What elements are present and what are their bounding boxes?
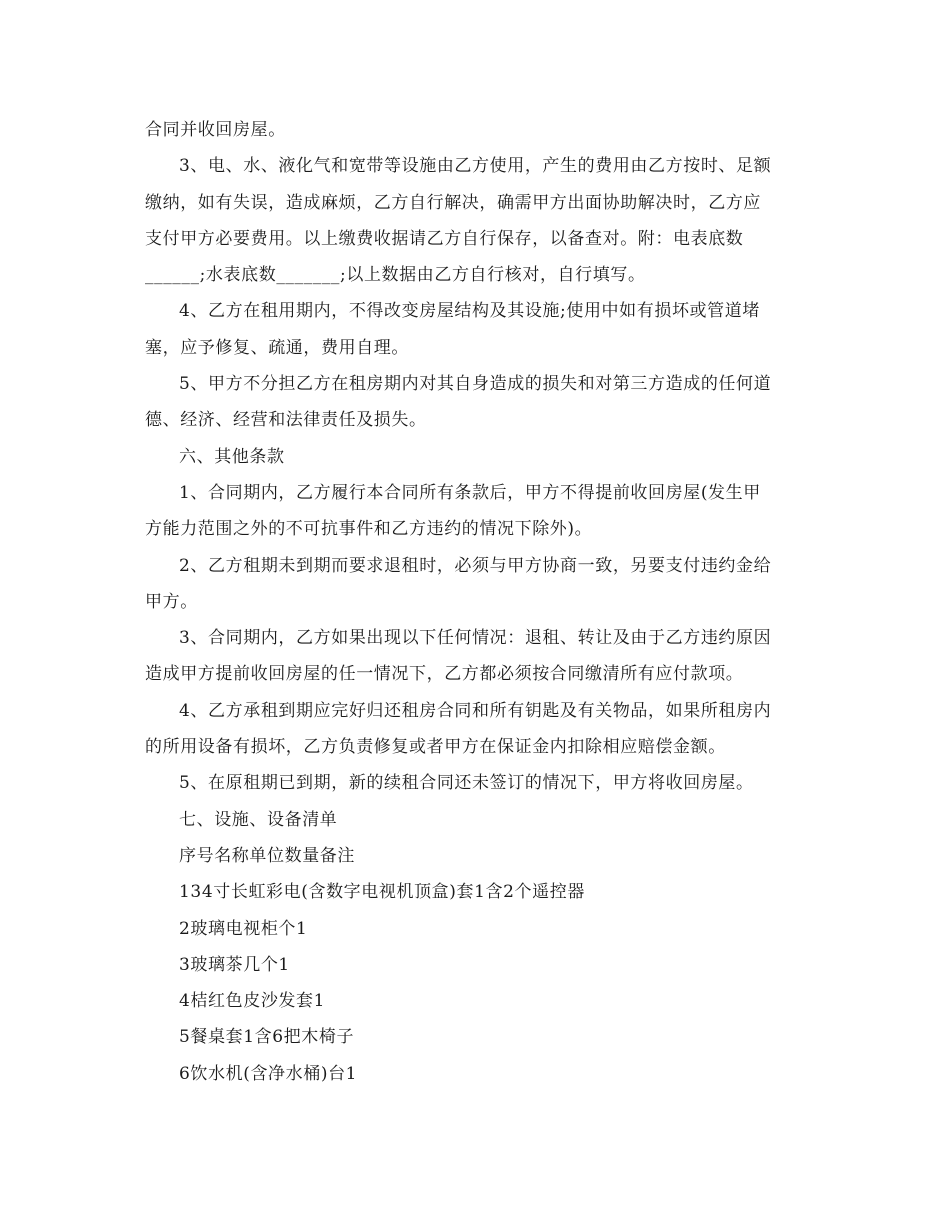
text-line: 支付甲方必要费用。以上缴费收据请乙方自行保存，以备查对。附：电表底数 — [145, 228, 744, 249]
text-line: 塞，应予修复、疏通，费用自理。 — [145, 337, 409, 358]
text-line: ______;水表底数_______;以上数据由乙方自行核对，自行填写。 — [145, 265, 646, 286]
text-line: 方能力范围之外的不可抗事件和乙方违约的情况下除外)。 — [145, 519, 593, 540]
text-line: 造成甲方提前收回房屋的任一情况下，乙方都必须按合同缴清所有应付款项。 — [145, 664, 744, 685]
text-line: 3玻璃茶几个1 — [179, 954, 290, 975]
document-body — [145, 112, 805, 1092]
text-line: 4桔红色皮沙发套1 — [179, 991, 326, 1012]
text-line: 3、合同期内，乙方如果出现以下任何情况：退租、转让及由于乙方违约原因 — [179, 628, 772, 649]
text-line: 德、经济、经营和法律责任及损失。 — [145, 410, 427, 431]
text-line: 的所用设备有损坏，乙方负责修复或者甲方在保证金内扣除相应赔偿金额。 — [145, 737, 726, 758]
text-line: 2、乙方租期未到期而要求退租时，必须与甲方协商一致，另要支付违约金给 — [179, 555, 772, 576]
text-line: 4、乙方在租用期内，不得改变房屋结构及其设施;使用中如有损坏或管道堵 — [179, 301, 760, 322]
text-line: 甲方。 — [145, 591, 198, 612]
text-line: 4、乙方承租到期应完好归还租房合同和所有钥匙及有关物品，如果所租房内 — [179, 700, 772, 721]
text-line: 5、在原租期已到期，新的续租合同还未签订的情况下，甲方将收回房屋。 — [179, 773, 754, 794]
text-line: 3、电、水、液化气和宽带等设施由乙方使用，产生的费用由乙方按时、足额 — [179, 156, 772, 177]
text-line: 缴纳，如有失误，造成麻烦，乙方自行解决，确需甲方出面协助解决时，乙方应 — [145, 192, 761, 213]
text-line: 1、合同期内，乙方履行本合同所有条款后，甲方不得提前收回房屋(发生甲 — [179, 482, 761, 503]
text-line: 合同并收回房屋。 — [145, 120, 286, 140]
text-line: 134寸长虹彩电(含数字电视机顶盒)套1含2个遥控器 — [179, 882, 585, 903]
text-line: 七、设施、设备清单 — [179, 809, 338, 830]
text-line: 六、其他条款 — [179, 446, 285, 467]
text-line: 6饮水机(含净水桶)台1 — [179, 1063, 358, 1084]
text-line: 5、甲方不分担乙方在租房期内对其自身造成的损失和对第三方造成的任何道 — [179, 374, 772, 395]
text-line: 5餐桌套1含6把木椅子 — [179, 1027, 355, 1048]
text-line: 2玻璃电视柜个1 — [179, 918, 308, 939]
text-line: 序号名称单位数量备注 — [179, 845, 355, 866]
